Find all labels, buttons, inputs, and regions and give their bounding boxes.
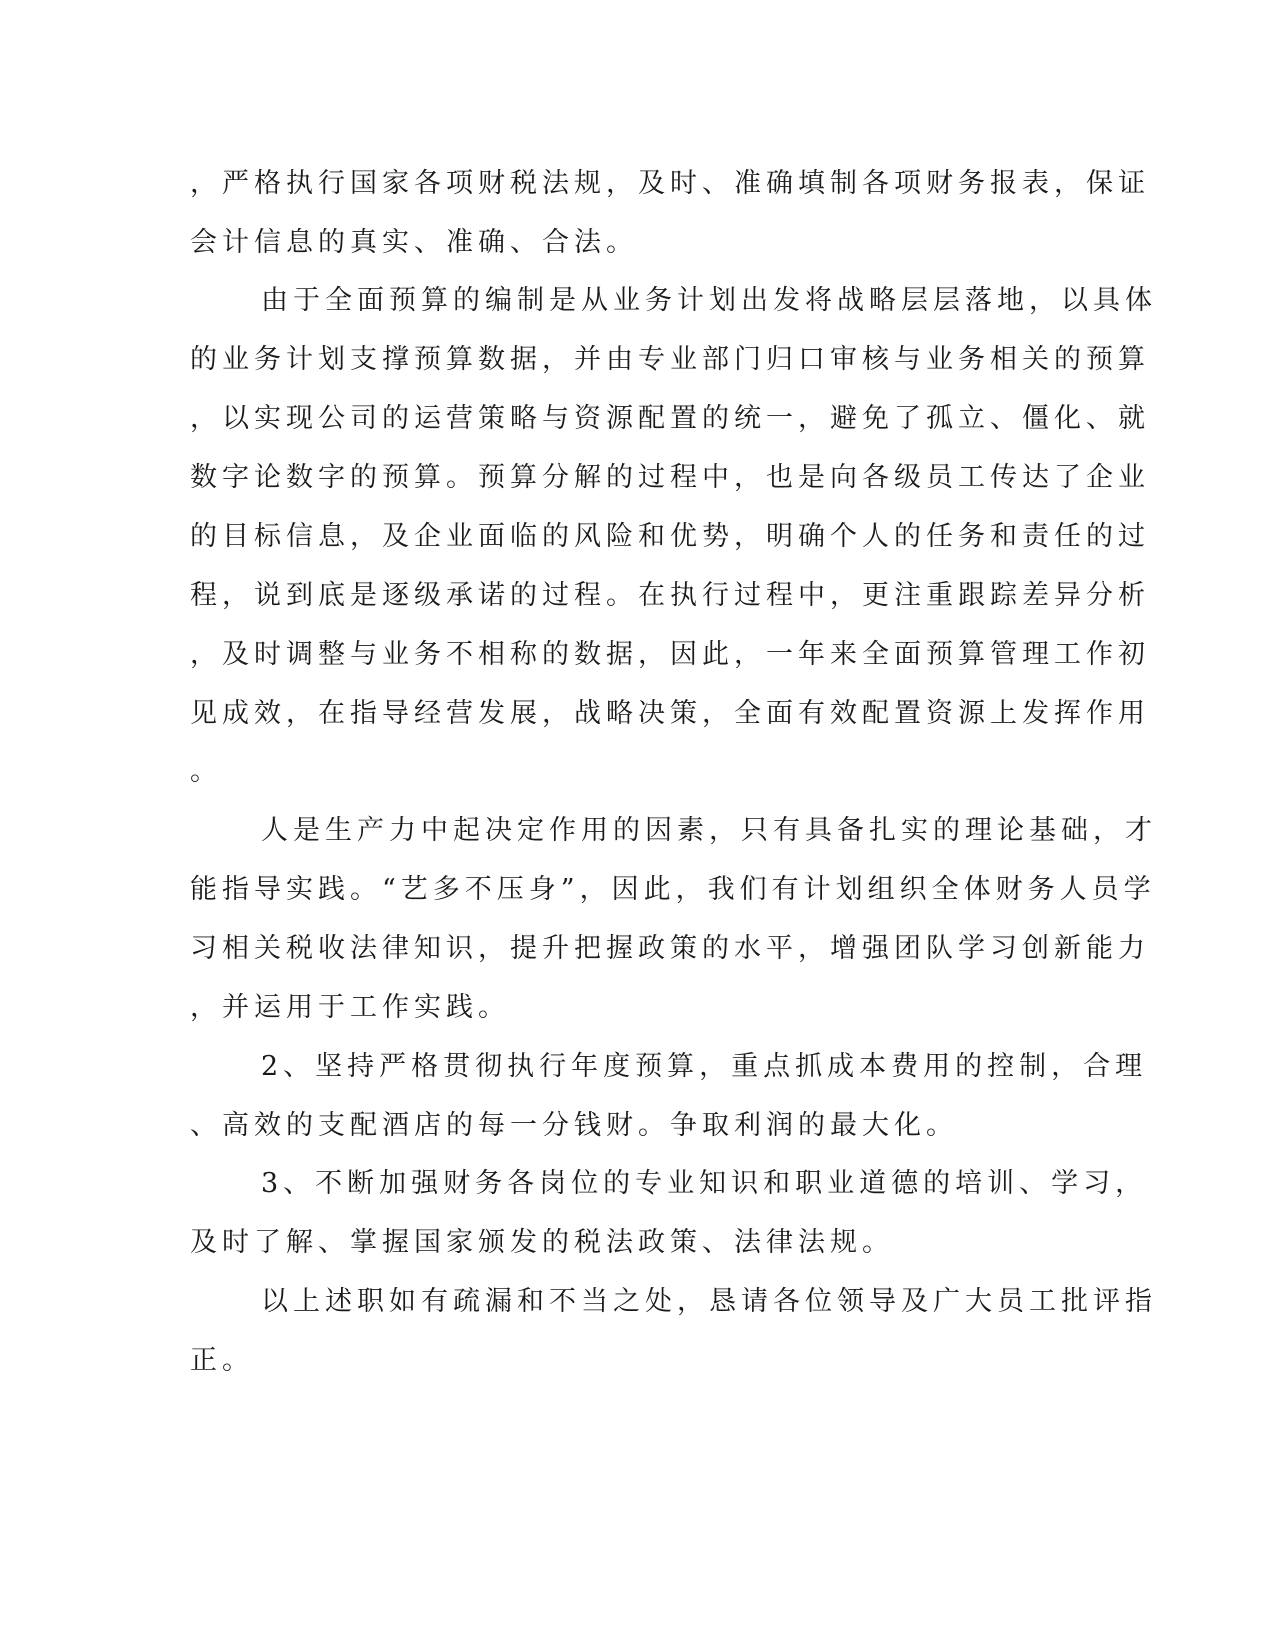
text-line: 、高效的支配酒店的每一分钱财。争取利润的最大化。 bbox=[190, 1110, 958, 1141]
text-line: ，并运用于工作实践。 bbox=[190, 992, 510, 1023]
text-line: 程，说到底是逐级承诺的过程。在执行过程中，更注重跟踪差异分析 bbox=[190, 580, 1150, 611]
text-line: 及时了解、掌握国家颁发的税法政策、法律法规。 bbox=[190, 1227, 894, 1258]
paragraph-first-line: 2、坚持严格贯彻执行年度预算，重点抓成本费用的控制，合理 bbox=[261, 1051, 1148, 1082]
text-line: ，以实现公司的运营策略与资源配置的统一，避免了孤立、僵化、就 bbox=[190, 403, 1150, 434]
paragraph-first-line: 3、不断加强财务各岗位的专业知识和职业道德的培训、学习， bbox=[261, 1168, 1148, 1199]
text-line: 。 bbox=[190, 756, 222, 787]
paragraph-first-line: 由于全面预算的编制是从业务计划出发将战略层层落地，以具体 bbox=[261, 285, 1157, 316]
text-line: 能指导实践。“艺多不压身”，因此，我们有计划组织全体财务人员学 bbox=[190, 874, 1156, 905]
text-line: ，及时调整与业务不相称的数据，因此，一年来全面预算管理工作初 bbox=[190, 639, 1150, 670]
text-line: 数字论数字的预算。预算分解的过程中，也是向各级员工传达了企业 bbox=[190, 462, 1150, 493]
text-line: 见成效，在指导经营发展，战略决策，全面有效配置资源上发挥作用 bbox=[190, 698, 1150, 729]
text-line: 会计信息的真实、准确、合法。 bbox=[190, 227, 638, 258]
text-line: 的目标信息，及企业面临的风险和优势，明确个人的任务和责任的过 bbox=[190, 521, 1150, 552]
text-line: 的业务计划支撑预算数据，并由专业部门归口审核与业务相关的预算 bbox=[190, 344, 1150, 375]
paragraph-first-line: 以上述职如有疏漏和不当之处，恳请各位领导及广大员工批评指 bbox=[261, 1286, 1157, 1317]
paragraph-first-line: 人是生产力中起决定作用的因素，只有具备扎实的理论基础，才 bbox=[261, 815, 1157, 846]
text-line: 正。 bbox=[190, 1345, 254, 1376]
text-line: ，严格执行国家各项财税法规，及时、准确填制各项财务报表，保证 bbox=[190, 168, 1150, 199]
text-line: 习相关税收法律知识，提升把握政策的水平，增强团队学习创新能力 bbox=[190, 933, 1150, 964]
